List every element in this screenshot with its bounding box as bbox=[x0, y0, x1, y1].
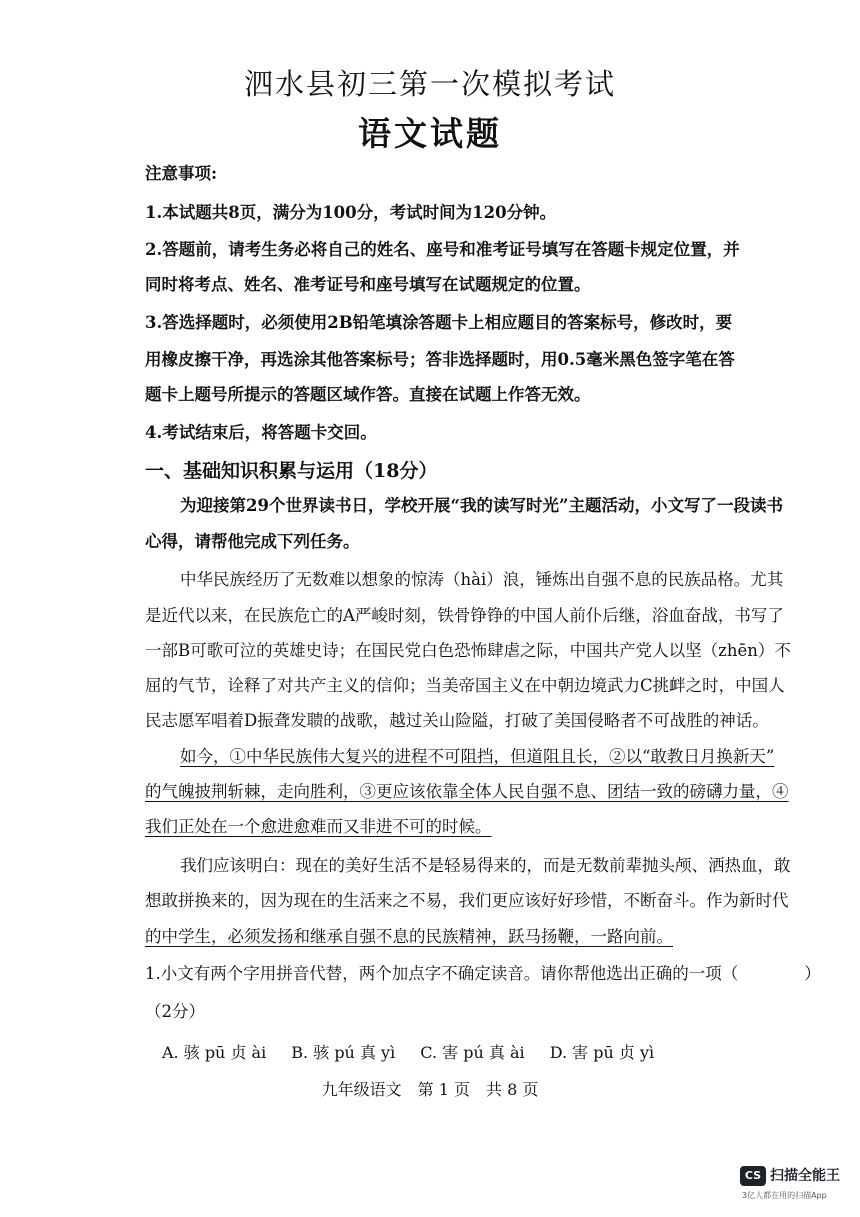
passage-line: 中华民族经历了无数难以想象的惊涛（hài）浪，锤炼出自强不息的民族品格。尤其 bbox=[180, 570, 784, 589]
question-1-score: （2分） bbox=[145, 1002, 205, 1021]
page-footer: 九年级语文 第 1 页 共 8 页 bbox=[321, 1080, 539, 1099]
watermark-tagline: 3亿人都在用的扫描App bbox=[742, 1191, 827, 1200]
notice-item: 同时将考点、姓名、准考证号和座号填写在试题规定的位置。 bbox=[145, 275, 591, 294]
notice-item: 用橡皮擦干净，再选涂其他答案标号；答非选择题时，用0.5毫米黑色签字笔在答 bbox=[145, 350, 735, 369]
passage-line: 如今，①中华民族伟大复兴的进程不可阻挡，但道阻且长，②以“敢教日月换新天” bbox=[180, 747, 775, 766]
notice-item: 3.答选择题时，必须使用2B铅笔填涂答题卡上相应题目的答案标号，修改时，要 bbox=[145, 313, 733, 332]
exam-title: 泗水县初三第一次模拟考试 bbox=[243, 67, 616, 101]
passage-line: 我们正处在一个愈进愈难而又非进不可的时候。 bbox=[145, 817, 492, 836]
notice-item: 题卡上题号所提示的答题区域作答。直接在试题上作答无效。 bbox=[145, 385, 591, 404]
subject-title: 语文试题 bbox=[358, 114, 502, 153]
option-a: A. 骇 pū 贞 ài bbox=[162, 1043, 267, 1062]
passage-line: 民志愿军唱着D振聋发聩的战歌，越过关山险隘，打破了美国侵略者不可战胜的神话。 bbox=[145, 711, 769, 730]
notice-heading: 注意事项: bbox=[145, 164, 218, 183]
task-intro: 心得，请帮他完成下列任务。 bbox=[145, 532, 360, 551]
passage-line: 一部B可歌可泣的英雄史诗；在国民党白色恐怖肆虐之际，中国共产党人以坚（zhēn）不 bbox=[145, 641, 791, 660]
notice-item: 1.本试题共8页，满分为100分，考试时间为120分钟。 bbox=[145, 203, 557, 222]
passage-line: 的中学生，必须发扬和继承自强不息的民族精神，跃马扬鞭，一路向前。 bbox=[145, 927, 673, 946]
option-d: D. 害 pū 贞 yì bbox=[549, 1043, 655, 1062]
watermark-name: 扫描全能王 bbox=[770, 1168, 840, 1184]
notice-item: 4.考试结束后，将答题卡交回。 bbox=[145, 423, 377, 442]
passage-line: 屈的气节，诠释了对共产主义的信仰；当美帝国主义在中朝边境武力C挑衅之时，中国人 bbox=[145, 676, 785, 695]
passage-line: 是近代以来，在民族危亡的A严峻时刻，铁骨铮铮的中国人前仆后继，浴血奋战，书写了 bbox=[145, 606, 784, 625]
section-heading: 一、基础知识积累与运用（18分） bbox=[145, 460, 438, 482]
question-1: 1.小文有两个字用拼音代替，两个加点字不确定读音。请你帮他选出正确的一项（ ） bbox=[145, 964, 821, 983]
camscanner-logo-icon: CS bbox=[740, 1166, 766, 1186]
passage-line: 我们应该明白：现在的美好生活不是轻易得来的，而是无数前辈抛头颅、洒热血，敢 bbox=[180, 856, 791, 875]
scanner-watermark bbox=[740, 1166, 850, 1206]
passage-line: 的气魄披荆斩棘，走向胜利，③更应该依靠全体人民自强不息、团结一致的磅礴力量，④ bbox=[145, 782, 789, 801]
question-1-options bbox=[162, 1040, 674, 1063]
task-intro: 为迎接第29个世界读书日，学校开展“我的读写时光”主题活动，小文写了一段读书 bbox=[180, 496, 783, 515]
option-c: C. 害 pú 真 ài bbox=[420, 1043, 525, 1062]
notice-item: 2.答题前，请考生务必将自己的姓名、座号和准考证号填写在答题卡规定位置，并 bbox=[145, 240, 740, 259]
option-b: B. 骇 pú 真 yì bbox=[291, 1043, 396, 1062]
passage-line: 想敢拼换来的，因为现在的生活来之不易，我们更应该好好珍惜，不断奋斗。作为新时代 bbox=[145, 891, 789, 910]
